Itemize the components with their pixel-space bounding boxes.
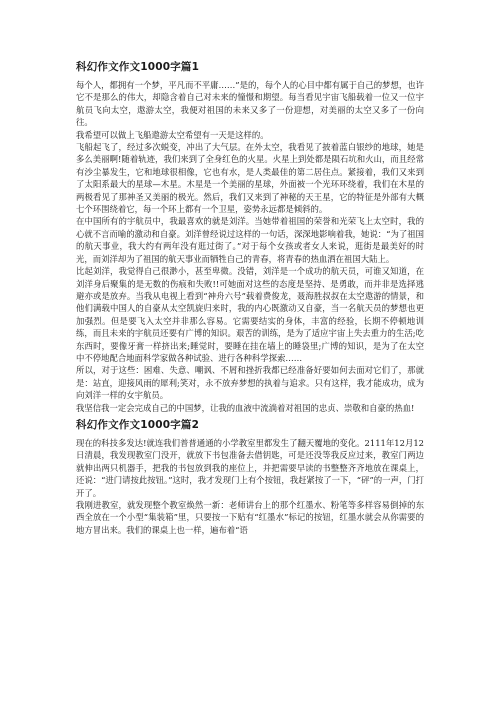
article-1-paragraph: 所以，对于这些：困难、失意、嘲讽、不屑和挫折我都已经准备好要如何去面对它们了，那就是：站直，迎接风雨的犀利;笑对，永不放弃梦想的执着与追求。只有这样，我才能成功，成为向刘洋一样的女宇航员。: [76, 365, 424, 401]
article-2-title: 科幻作文作文1000字篇2: [76, 418, 200, 431]
article-2-paragraph: 现在的科技多发达!就连我们普普通通的小学教室里都发生了翻天覆地的变化。2111年12月12日清晨，我发现教室门没开，就放下书包准备去借钥匙，可是还没等我反应过来，教室门两边就伸出两只机器手，把我的书包放到我的座位上，并把需要早读的书整整齐齐地放在课桌上，还说：“进门请按此按钮。”这时，我才发现门上有个按钮，我赶紧按了一下，“砰”的一声，门打开了。: [76, 437, 424, 498]
article-1-paragraph: 我坚信我一定会完成自己的中国梦，让我的血液中流淌着对祖国的忠贞、崇敬和自豪的热血!: [76, 402, 415, 413]
article-1-paragraph: 我希望可以做上飞船遨游太空希望有一天是这样的。: [76, 129, 269, 140]
article-1-title: 科幻作文作文1000字篇1: [76, 61, 200, 73]
article-1-paragraph: 每个人，都拥有一个梦，平凡而不平庸……”是的，每个人的心目中都有属于自己的梦想，也许它不是那么的伟大，却隐含着自己对未来的憧憬和期望。每当看见宇宙飞船载着一位又一位宇航员飞向太空，遨游太空，我便对祖国的未来又多了一份迎想，对美丽的太空又多了一份向往。: [76, 80, 424, 128]
article-1-paragraph: 飞船起飞了，经过多次蜕变，冲出了大气层。在外太空，我看见了披着蓝白银纱的地球，她是多么美丽啊!随着轨迹，我们来到了全身红色的火星。火星上到处都是陨石坑和火山，而且经常有沙尘暴发生，它和地球很相像，它也有水，是人类最佳的第二居住点。紧接着，我们又来到了太阳系最大的星球—木星。木星是一个美丽的星球，外面被一个光环环绕着，我们在木星的两极看见了那神圣又美丽的极光。然后，我们又来到了神秘的天王星，它的特征是外部有大概七个环围绕着它，每一个环上都有一个卫星，姿势永远都是倾斜的。: [76, 142, 424, 215]
article-1-paragraph: 比起刘洋，我觉得自己很渺小，甚至卑微。没错，刘洋是一个成功的航天员，可谁又知道，在刘洋身后聚集的是无数的伤痕和失败!!可她面对这些的态度是坚持、是勇敢，而并非是选择逃避亦或是放弃。当我从电视上看到“神舟六号”载着费俊龙，聂海胜叔叔在太空遨游的情景，和他们满载中国人的自豪从太空凯旋归来时，我的内心既激动又自豪，当一名航天员的梦想也更加强烈。但是要飞入太空并非那么容易。它需要结实的身体，丰富的经验，长期不停顿地训练，而且未来的宇航员还要有广博的知识。艰苦的训练，是为了适应宇宙上失去重力的生活;吃东西时，要像牙膏一样挤出来;睡觉时，要睡在挂在墙上的睡袋里;广博的知识，是为了在太空中不停地配合地面科学家做各种试验、进行各种科学探索……: [76, 266, 424, 363]
article-1-paragraph: 在中国所有的宇航员中，我最喜欢的就是刘洋。当她带着祖国的荣誉和光荣飞上太空时，我的心就不言而喻的激动和自豪。刘洋曾经说过这样的一句话，深深地影响着我，她说：“为了祖国的航天事业，我大约有两年没有逛过街了。”对于每个女孩或者女人来说，逛街是最美好的时光，而刘洋却为了祖国的航天事业而牺牲自己的青春，将青春的热血洒在祖国大陆上。: [76, 216, 424, 264]
article-2-paragraph: 我刚进教室，就发现整个教室焕然一新：老师讲台上的那个红墨水、粉笔等多样容易倒掉的东西全放在一个小型“集装箱”里，只要按一下贴有“红墨水”标记的按钮，红墨水就会从你需要的地方冒出来。我们的课桌上也一样，遍布着“语: [76, 500, 424, 535]
